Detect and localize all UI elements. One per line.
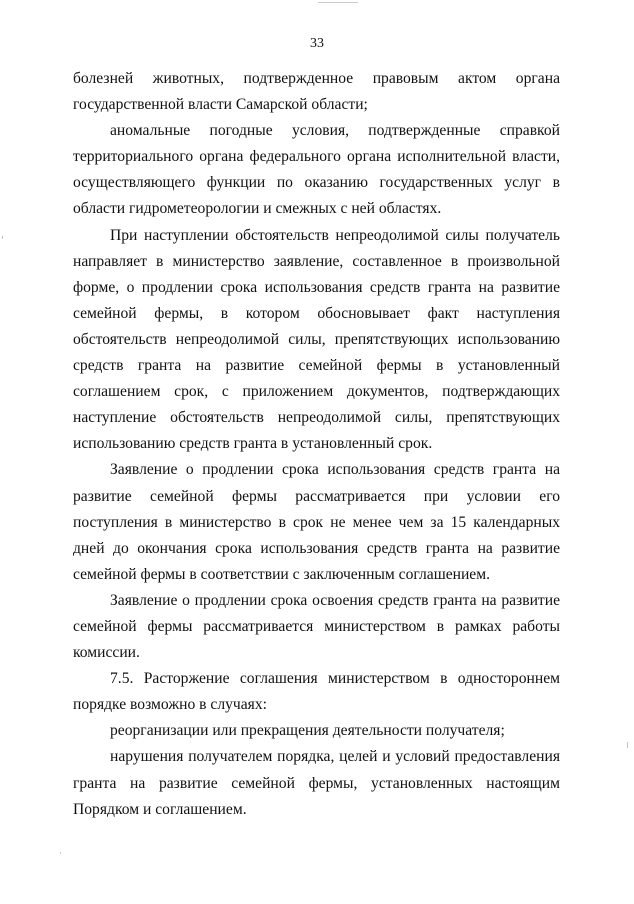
page-number: 33: [310, 36, 324, 51]
paragraph-termination-reorganization: реорганизации или прекращения деятельности получателя;: [110, 722, 505, 740]
paragraph-extension-review-deadline: Заявление о продлении срока использования средств гранта на развитие семейной фермы рассматривается при условии его поступления в министерство в срок не менее чем за 15 календарных дней до окончания срока использования средств гранта на развитие семейной фермы в соответствии с заключенным соглашением.: [73, 461, 560, 583]
paragraph-weather-conditions: аномальные погодные условия, подтвержденные справкой территориального органа федерального органа исполнительной власти, осуществляющего функции по оказанию государственных услуг в области гидрометеорологии и смежных с ней областях.: [73, 122, 560, 218]
paragraph-termination-violation: нарушения получателем порядка, целей и условий предоставления гранта на развитие семейной фермы, установленных настоящим Порядком и соглашением.: [73, 748, 560, 818]
paragraph-termination-heading: 7.5. Расторжение соглашения министерством в одностороннем порядке возможно в случаях:: [73, 670, 560, 714]
paragraph-force-majeure-application: При наступлении обстоятельств непреодолимой силы получатель направляет в министерство заявление, составленное в произвольной форме, о продлении срока использования средств гранта на развитие семейной фермы, в котором обосновывает факт наступления обстоятельств непреодолимой силы, препятствующих использованию средств гранта на развитие семейной фермы в установленный соглашением срок, с приложением документов, подтверждающих наступление обстоятельств непреодолимой силы, препятствующих использованию средств гранта в установленный срок.: [73, 226, 560, 453]
paragraph-extension-commission: Заявление о продлении срока освоения средств гранта на развитие семейной фермы рассматривается министерством в рамках работы комиссии.: [73, 591, 560, 662]
paragraph-continued-item: болезней животных, подтвержденное правовым актом органа государственной власти Самарской области;: [73, 70, 560, 114]
document-body: [73, 66, 560, 823]
